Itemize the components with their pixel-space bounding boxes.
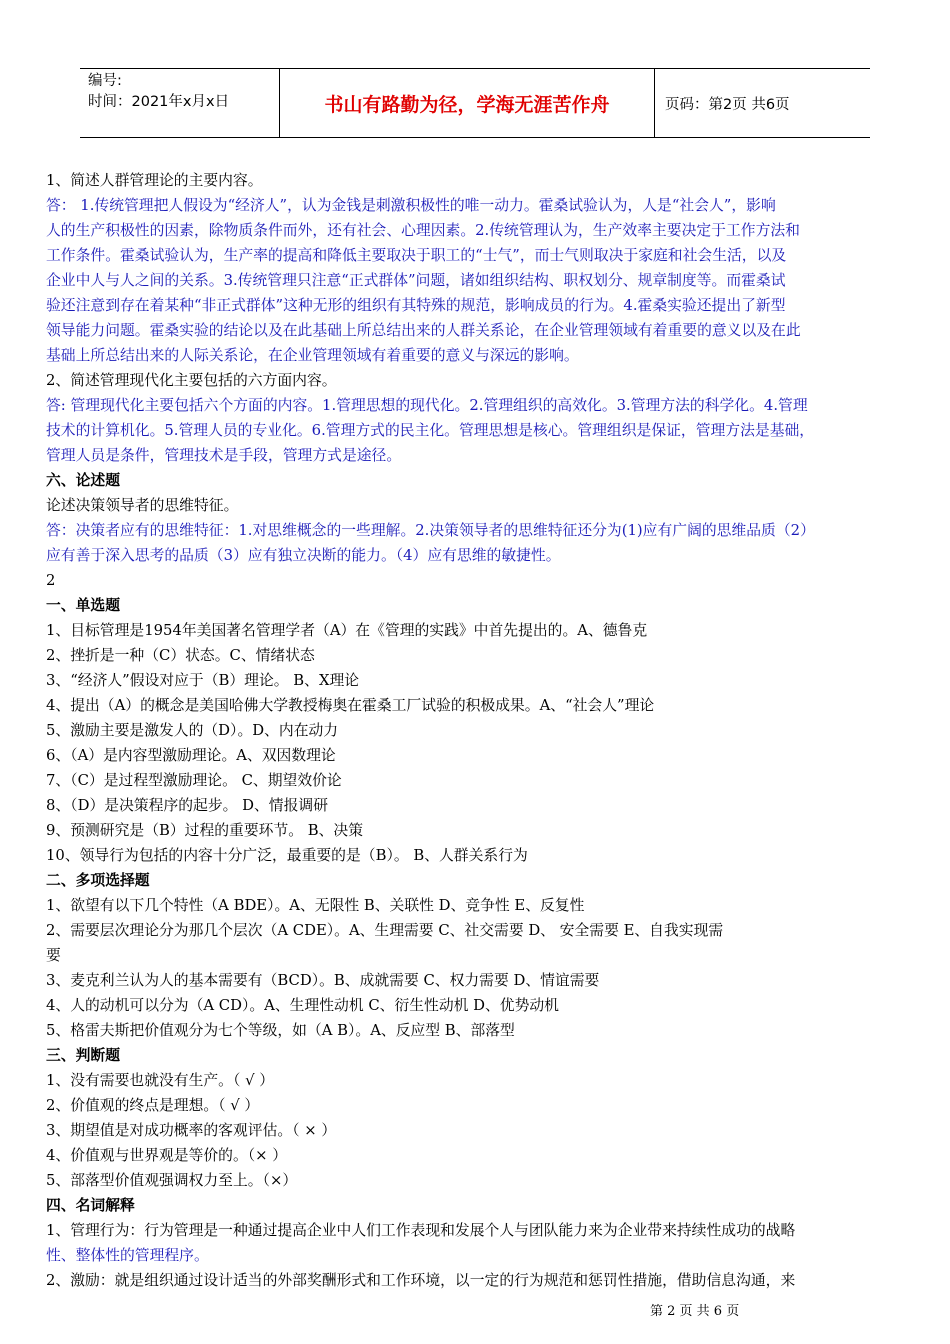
- text-line: 人的生产积极性的因素，除物质条件而外，还有社会、心理因素。2.传统管理认为，生产效率主要决定于工作方法和: [46, 222, 800, 239]
- text-line: 8、（D）是决策程序的起步。 D、情报调研: [46, 797, 328, 814]
- text-line: 9、预测研究是（B）过程的重要环节。 B、决策: [46, 822, 364, 839]
- page-footer: 第 2 页 共 6 页: [650, 1304, 740, 1319]
- text-line: 5、激励主要是激发人的（D）。D、内在动力: [46, 722, 339, 739]
- time-label: 时间：2021年x月x日: [88, 94, 230, 110]
- text-line: 工作条件。霍桑试验认为，生产率的提高和降低主要取决于职工的“士气”，而士气则取决于家庭和社会生活，以及: [46, 247, 787, 264]
- text-line: 领导能力问题。霍桑实验的结论以及在此基础上所总结出来的人群关系论，在企业管理领域有着重要的意义以及在此: [46, 322, 801, 339]
- text-line: 3、“经济人”假设对应于（B）理论。 B、X理论: [46, 672, 360, 689]
- text-line: 六、论述题: [46, 472, 120, 489]
- text-line: 3、麦克利兰认为人的基本需要有（BCD）。B、成就需要 C、权力需要 D、情谊需要: [46, 972, 600, 989]
- text-line: 1、欲望有以下几个特性（A BDE）。A、无限性 B、关联性 D、竞争性 E、反复性: [46, 897, 585, 914]
- text-line: 5、部落型价值观强调权力至上。（×）: [46, 1172, 298, 1189]
- text-line: 企业中人与人之间的关系。3.传统管理只注意“正式群体”问题，诸如组织结构、职权划分、规章制度等。而霍桑试: [46, 272, 786, 289]
- text-line: 一、单选题: [46, 597, 120, 614]
- text-line: 4、提出（A）的概念是美国哈佛大学教授梅奥在霍桑工厂试验的积极成果。A、“社会人”理论: [46, 697, 655, 714]
- text-line: 二、多项选择题: [46, 872, 150, 889]
- text-line: 2: [46, 572, 56, 589]
- number-label: 编号:: [88, 73, 122, 89]
- text-line: 应有善于深入思考的品质（3）应有独立决断的能力。（4）应有思维的敏捷性。: [46, 547, 561, 564]
- text-line: 答： 1.传统管理把人假设为“经济人”，认为金钱是刺激积极性的唯一动力。霍桑试验认为，人是“社会人”，影响: [46, 197, 776, 214]
- header-page-label: 页码：第2页 共6页: [665, 96, 790, 113]
- text-line: 验还注意到存在着某种“非正式群体”这种无形的组织有其特殊的规范，影响成员的行为。4.霍桑实验还提出了新型: [46, 297, 786, 314]
- text-line: 2、激励：就是组织通过设计适当的外部奖酬形式和工作环境，以一定的行为规范和惩罚性措施，借助信息沟通，来: [46, 1272, 796, 1289]
- text-line: 答: 管理现代化主要包括六个方面的内容。1.管理思想的现代化。2.管理组织的高效化。3.管理方法的科学化。4.管理: [46, 397, 808, 414]
- text-line: 1、目标管理是1954年美国著名管理学者（A）在《管理的实践》中首先提出的。A、德鲁克: [46, 622, 648, 639]
- text-line: 1、没有需要也就没有生产。（ √ ）: [46, 1072, 275, 1089]
- text-line: 性、整体性的管理程序。: [46, 1247, 209, 1264]
- page-header: [80, 68, 870, 138]
- text-line: 7、（C）是过程型激励理论。 C、期望效价论: [46, 772, 342, 789]
- text-line: 2、需要层次理论分为那几个层次（A CDE）。A、生理需要 C、社交需要 D、 安全需要 E、自我实现需: [46, 922, 724, 939]
- text-line: 基础上所总结出来的人际关系论，在企业管理领域有着重要的意义与深远的影响。: [46, 347, 579, 364]
- text-line: 要: [46, 947, 61, 964]
- text-line: 10、领导行为包括的内容十分广泛，最重要的是（B）。 B、人群关系行为: [46, 847, 528, 864]
- text-line: 四、名词解释: [46, 1197, 135, 1214]
- text-line: 1、管理行为：行为管理是一种通过提高企业中人们工作表现和发展个人与团队能力来为企业带来持续性成功的战略: [46, 1222, 796, 1239]
- text-line: 1、简述人群管理论的主要内容。: [46, 172, 263, 189]
- text-line: 论述决策领导者的思维特征。: [46, 497, 239, 514]
- text-line: 技术的计算机化。5.管理人员的专业化。6.管理方式的民主化。管理思想是核心。管理组织是保证，管理方法是基础，: [46, 422, 815, 439]
- text-line: 2、简述管理现代化主要包括的六方面内容。: [46, 372, 337, 389]
- header-motto: 书山有路勤为径，学海无涯苦作舟: [280, 69, 655, 137]
- text-line: 2、价值观的终点是理想。（ √ ）: [46, 1097, 260, 1114]
- text-line: 答：决策者应有的思维特征：1.对思维概念的一些理解。2.决策领导者的思维特征还分为(1)应有广阔的思维品质（2）: [46, 522, 815, 539]
- header-meta: [80, 69, 280, 137]
- text-line: 4、人的动机可以分为（A CD）。A、生理性动机 C、衍生性动机 D、优势动机: [46, 997, 559, 1014]
- document-body: [46, 168, 910, 1293]
- text-line: 6、（A）是内容型激励理论。A、双因数理论: [46, 747, 336, 764]
- text-line: 管理人员是条件，管理技术是手段，管理方式是途径。: [46, 447, 402, 464]
- text-line: 4、价值观与世界观是等价的。（× ）: [46, 1147, 288, 1164]
- text-line: 三、判断题: [46, 1047, 120, 1064]
- text-line: 5、格雷夫斯把价值观分为七个等级，如（A B）。A、反应型 B、部落型: [46, 1022, 515, 1039]
- text-line: 2、挫折是一种（C）状态。C、情绪状态: [46, 647, 315, 664]
- text-line: 3、期望值是对成功概率的客观评估。（ × ）: [46, 1122, 337, 1139]
